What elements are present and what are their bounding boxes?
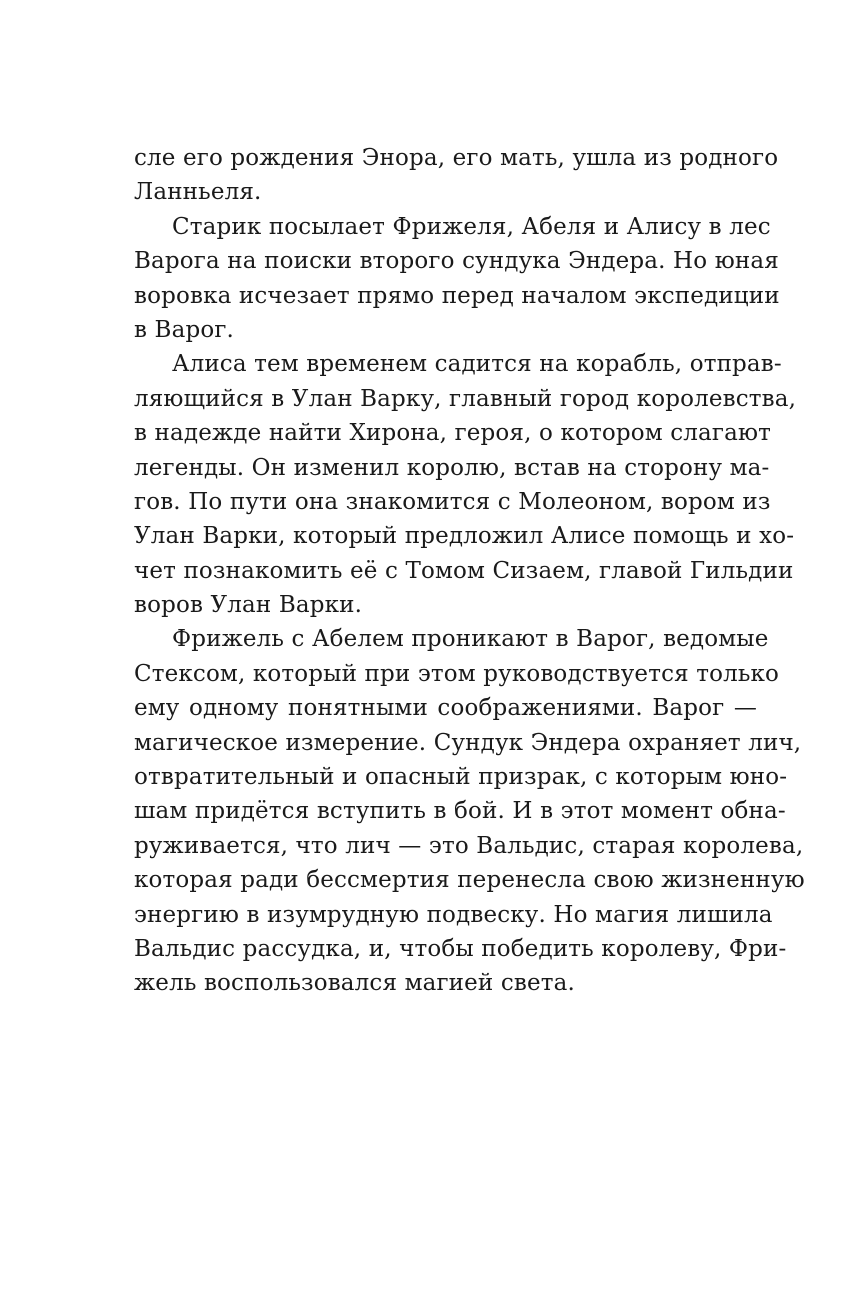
text-line: отвратительный и опасный призрак, с которым юно-	[134, 764, 788, 791]
text-line: которая ради бессмертия перенесла свою жизненную	[134, 867, 805, 894]
text-line: жель воспользовался магией света.	[134, 970, 575, 997]
body-text	[134, 141, 805, 1001]
text-line: ему одному понятными соображениями. Варог —	[134, 695, 757, 722]
text-line: шам придётся вступить в бой. И в этот момент обна-	[134, 798, 786, 825]
text-line: Стексом, который при этом руководствуется только	[134, 660, 780, 687]
text-line: Старик посылает Фрижеля, Абеля и Алису в лес	[172, 213, 771, 240]
text-line: магическое измерение. Сундук Эндера охраняет лич,	[134, 729, 802, 756]
text-line: Варога на поиски второго сундука Эндера. Но юная	[134, 248, 779, 275]
text-line: Улан Варки, который предложил Алисе помощь и хо-	[134, 523, 795, 550]
text-line: сле его рождения Энора, его мать, ушла из родного	[134, 145, 779, 171]
text-line: руживается, что лич — это Вальдис, старая королева,	[134, 832, 804, 859]
text-line: в надежде найти Хирона, героя, о котором слагают	[134, 420, 771, 447]
text-line: воровка исчезает прямо перед началом экспедиции	[134, 282, 780, 309]
text-line: Фрижель с Абелем проникают в Варог, ведомые	[172, 626, 769, 653]
text-line: легенды. Он изменил королю, встав на сторону ма-	[134, 454, 770, 481]
text-line: ляющийся в Улан Варку, главный город королевства,	[134, 385, 797, 412]
text-line: в Варог.	[134, 316, 235, 343]
text-line: воров Улан Варки.	[134, 592, 363, 619]
text-line: энергию в изумрудную подвеску. Но магия лишила	[134, 901, 773, 928]
text-line: чет познакомить её с Томом Сизаем, главой Гильдии	[134, 557, 794, 584]
text-line: Ланньеля.	[134, 179, 262, 206]
text-line: Алиса тем временем садится на корабль, отправ-	[172, 351, 782, 378]
text-line: гов. По пути она знакомится с Молеоном, вором из	[134, 488, 771, 515]
text-line: Вальдис рассудка, и, чтобы победить королеву, Фри-	[134, 935, 787, 962]
